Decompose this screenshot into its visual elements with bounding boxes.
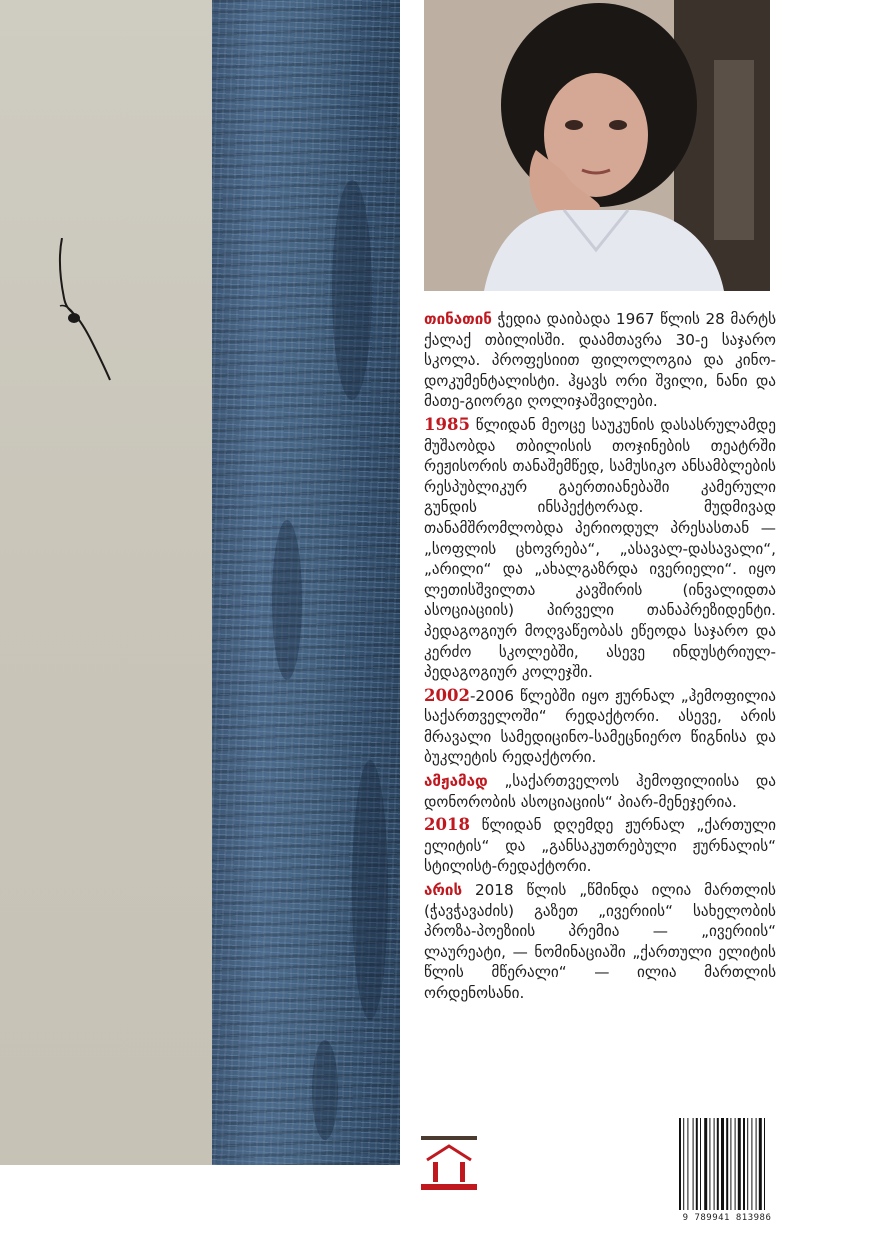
- barcode-bar: [704, 1118, 707, 1210]
- barcode-bar: [683, 1118, 684, 1210]
- water-shadow: [332, 180, 372, 400]
- isbn-number: 9 789941 813986: [682, 1213, 772, 1223]
- bird-silhouette-icon: [52, 238, 112, 383]
- barcode-bar: [764, 1118, 765, 1210]
- bio-text: „საქართველოს ჰემოფილიისა და დონორობის ასოციაციის“ პიარ-მენეჯერია.: [424, 772, 776, 811]
- bio-highlight-word: არის: [424, 881, 463, 900]
- barcode-bar: [709, 1118, 710, 1210]
- barcode-bar: [696, 1118, 698, 1210]
- bio-text: წლიდან მეოცე საუკუნის დასასრულამდე მუშაობდა თბილისის თოჯინების თეატრში რეჟისორის თანაშემწედ, სამუსიკო ანსამბლების რესპუბლიკურ გაერთიანებაში კამერული გუნდის ინსპექტორად. მუდმივად თანამშრომლობდა პერიოდულ პრესასთან — „სოფლის ცხოვრება“, „ასავალ-დასავალი“, „არილი“ და „ახალგაზრდა ივერიელი“. იყო ლეთისშვილთა კავშირის (ინვალიდთა ასოციაციის) პირველი თანაპრეზიდენტი. პედაგოგიურ მოღვაწეობას ეწეოდა საჯარო და კერძო სკოლებში, ასევე ინდუსტრიულ-პედაგოგიურ კოლეჯში.: [424, 415, 776, 682]
- barcode-bar: [751, 1118, 752, 1210]
- barcode-bar: [738, 1118, 741, 1210]
- bio-highlight-year: 1985: [424, 414, 470, 434]
- barcode-bar: [747, 1118, 748, 1210]
- barcode-bar: [756, 1118, 757, 1210]
- bio-paragraph: [424, 686, 776, 768]
- barcode-bar: [693, 1118, 694, 1210]
- barcode-bar: [714, 1118, 715, 1210]
- author-photo: [424, 0, 770, 291]
- bio-paragraph: [424, 309, 776, 412]
- barcode-bar: [735, 1118, 736, 1210]
- barcode-bar: [743, 1118, 745, 1210]
- publisher-logo-icon: [419, 1134, 479, 1194]
- barcode-bar: [721, 1118, 724, 1210]
- bio-text: წლიდან დღემდე ჟურნალ „ქართული ელიტის“ და „განსაკუთრებული ჟურნალის“ სტილისტ-რედაქტორი.: [424, 816, 776, 876]
- water-shadow: [352, 760, 388, 1020]
- barcode-bar: [726, 1118, 728, 1210]
- bio-highlight-name: თინათინ: [424, 310, 492, 328]
- barcode-bar: [679, 1118, 681, 1210]
- bio-text: ჭედია დაიბადა 1967 წლის 28 მარტს ქალაქ თბილისში. დაამთავრა 30-ე საჯარო სკოლა. პროფესიით ფილოლოგია და კინო-დოკუმენტალისტი. ჰყავს ორი შვილი, ნანი და მათე-გიორგი ღოლიჯაშვილები.: [424, 310, 776, 411]
- author-biography: [424, 309, 776, 1007]
- barcode-bar: [717, 1118, 719, 1210]
- bio-highlight-word: ამჟამად: [424, 772, 488, 791]
- bio-text: 2018 წლის „წმინდა ილია მართლის (ჭავჭავაძის) გაზეთ „ივერიის“ სახელობის პროზა-პოეზიის პრემია — „ივერიის“ ლაურეატი, — ნომინაციაში „ქართული ელიტის წლის მწერალი“ — ილია მართლის ორდენოსანი.: [424, 881, 776, 1002]
- bio-highlight-year: 2018: [424, 815, 470, 835]
- water-shadow: [272, 520, 302, 680]
- bio-paragraph: [424, 815, 776, 877]
- bio-paragraph: [424, 880, 776, 1004]
- bio-highlight-year: 2002: [424, 685, 470, 705]
- bio-paragraph: [424, 771, 776, 812]
- water-texture-panel: [212, 0, 400, 1165]
- barcode-bar: [759, 1118, 762, 1210]
- barcode-icon: [677, 1116, 777, 1212]
- beige-panel: [0, 0, 212, 1165]
- barcode-bar: [687, 1118, 688, 1210]
- barcode-bar: [730, 1118, 731, 1210]
- barcode-bar: [700, 1118, 701, 1210]
- cover-artwork: [0, 0, 400, 1165]
- author-portrait-illustration: [424, 0, 770, 291]
- water-shadow: [312, 1040, 338, 1140]
- bio-text: -2006 წლებში იყო ჟურნალ „ჰემოფილია საქართველოში“ რედაქტორი. ასევე, არის მრავალი სამედიცინო-სამეცნიერო წიგნისა და ბუკლეტის რედაქტორი.: [424, 686, 776, 767]
- bio-paragraph: [424, 415, 776, 683]
